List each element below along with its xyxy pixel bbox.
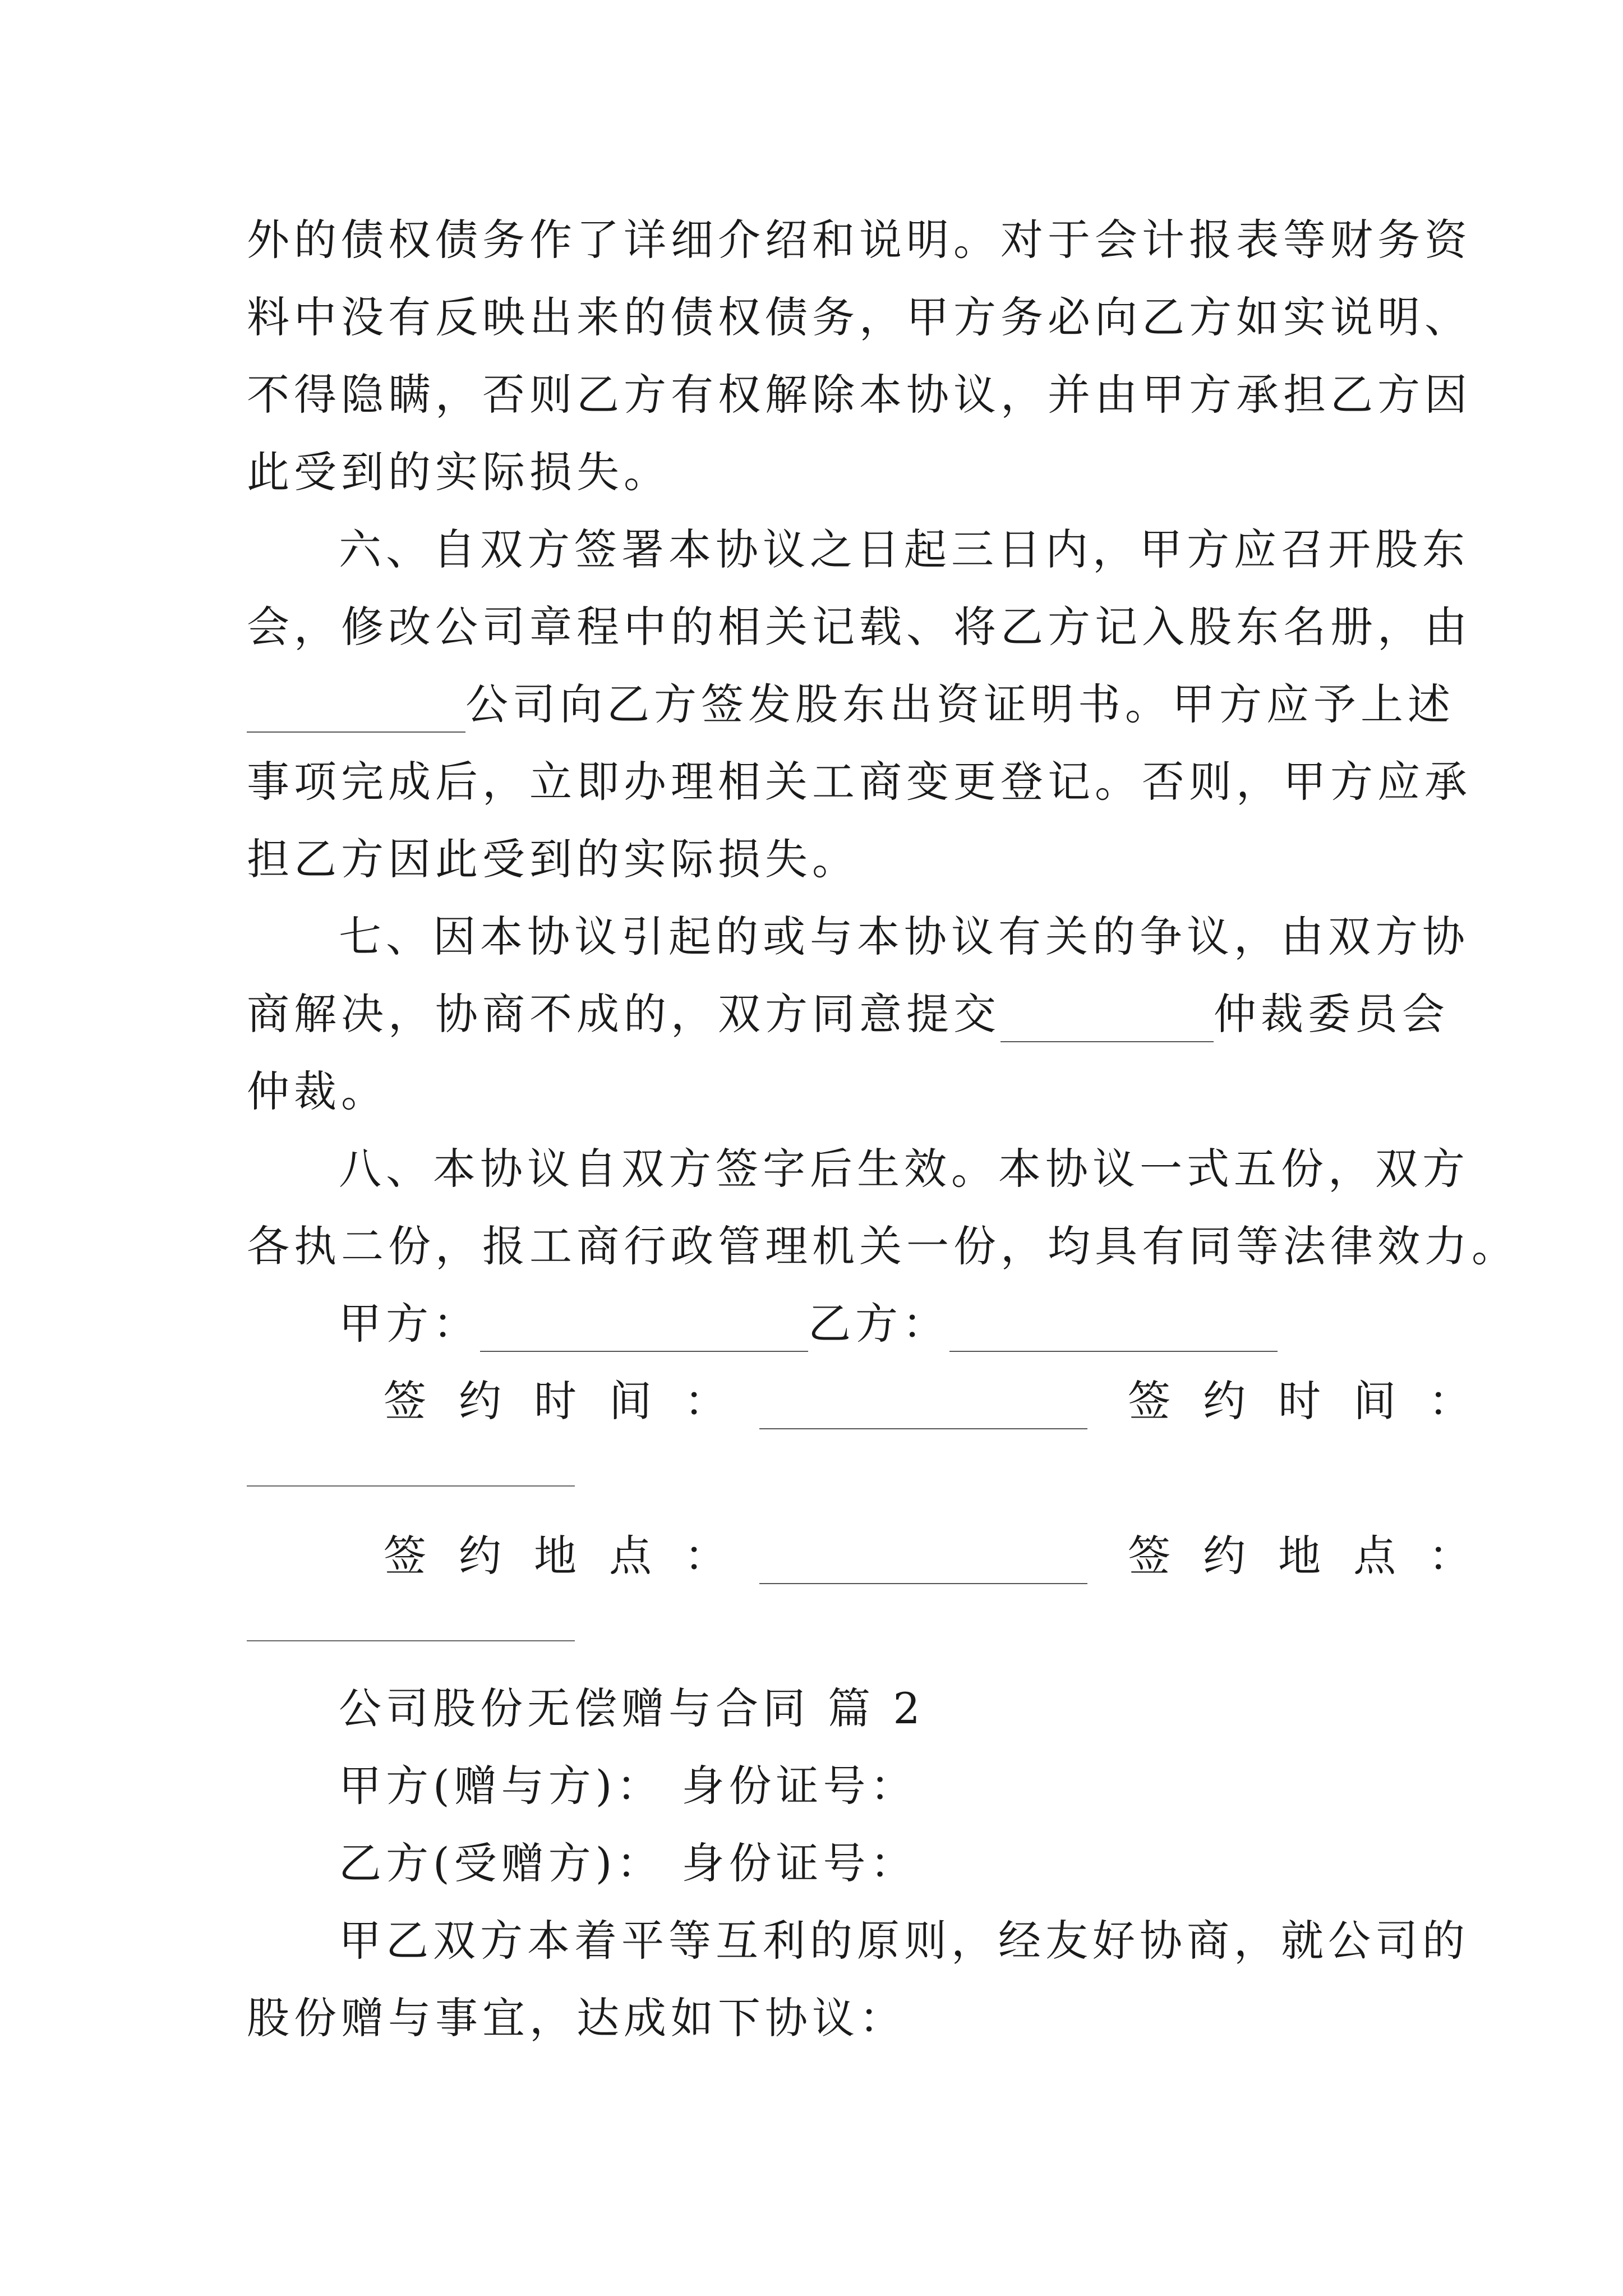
paragraph-line: 不得隐瞒，否则乙方有权解除本协议，并由甲方承担乙方因: [247, 370, 1472, 420]
paragraph-line: 仲裁。: [247, 1066, 388, 1116]
intro-line: 股份赠与事宜，达成如下协议：: [247, 1993, 906, 2043]
sign-place-label-a: 签约地点：: [384, 1531, 759, 1581]
sign-place-blank-b[interactable]: [247, 1639, 575, 1641]
party-a-label: 甲方：: [339, 1299, 480, 1349]
donor-line: 甲方(赠与方)： 身份证号：: [339, 1761, 917, 1811]
sign-place-line: [384, 1528, 1504, 1584]
paragraph-line: 各执二份，报工商行政管理机关一份，均具有同等法律效力。: [247, 1221, 1519, 1271]
paragraph-text: 商解决，协商不成的，双方同意提交: [247, 989, 1000, 1039]
party-a-blank[interactable]: [480, 1307, 808, 1352]
party-b-blank[interactable]: [949, 1307, 1278, 1352]
party-signature-line: [339, 1296, 1278, 1352]
paragraph-line: 事项完成后，立即办理相关工商变更登记。否则，甲方应承: [247, 757, 1472, 807]
sign-time-line: [384, 1373, 1504, 1429]
paragraph-line: 外的债权债务作了详细介绍和说明。对于会计报表等财务资: [247, 215, 1472, 265]
sign-place-label-b: 签约地点：: [1128, 1531, 1504, 1581]
paragraph-line: 担乙方因此受到的实际损失。: [247, 834, 859, 884]
company-name-blank[interactable]: [247, 688, 465, 733]
party-b-label: 乙方：: [808, 1299, 949, 1349]
clause-six-line: 六、自双方签署本协议之日起三日内，甲方应召开股东: [339, 524, 1469, 574]
clause-eight-line: 八、本协议自双方签字后生效。本协议一式五份，双方: [339, 1144, 1469, 1194]
paragraph-line: 此受到的实际损失。: [247, 447, 671, 497]
arbitration-committee-blank[interactable]: [1000, 997, 1214, 1042]
paragraph-line-with-blank: [247, 986, 1449, 1042]
paragraph-line: 会，修改公司章程中的相关记载、将乙方记入股东名册，由: [247, 602, 1472, 652]
paragraph-text: 仲裁委员会: [1214, 989, 1449, 1039]
paragraph-line-with-blank: [247, 677, 1455, 733]
sign-place-blank-a[interactable]: [759, 1539, 1087, 1584]
sign-time-blank-b[interactable]: [247, 1484, 575, 1487]
clause-seven-line: 七、因本协议引起的或与本协议有关的争议，由双方协: [339, 912, 1469, 961]
intro-line: 甲乙双方本着平等互利的原则，经友好协商，就公司的: [339, 1916, 1469, 1966]
section-two-title: 公司股份无偿赠与合同 篇 2: [339, 1683, 925, 1733]
paragraph-line: 料中没有反映出来的债权债务，甲方务必向乙方如实说明、: [247, 292, 1472, 342]
sign-time-label-b: 签约时间：: [1128, 1376, 1504, 1426]
donee-line: 乙方(受赠方)： 身份证号：: [339, 1838, 917, 1888]
sign-time-label-a: 签约时间：: [384, 1376, 759, 1426]
paragraph-text: 公司向乙方签发股东出资证明书。甲方应予上述: [465, 679, 1455, 729]
sign-time-blank-a[interactable]: [759, 1384, 1087, 1429]
